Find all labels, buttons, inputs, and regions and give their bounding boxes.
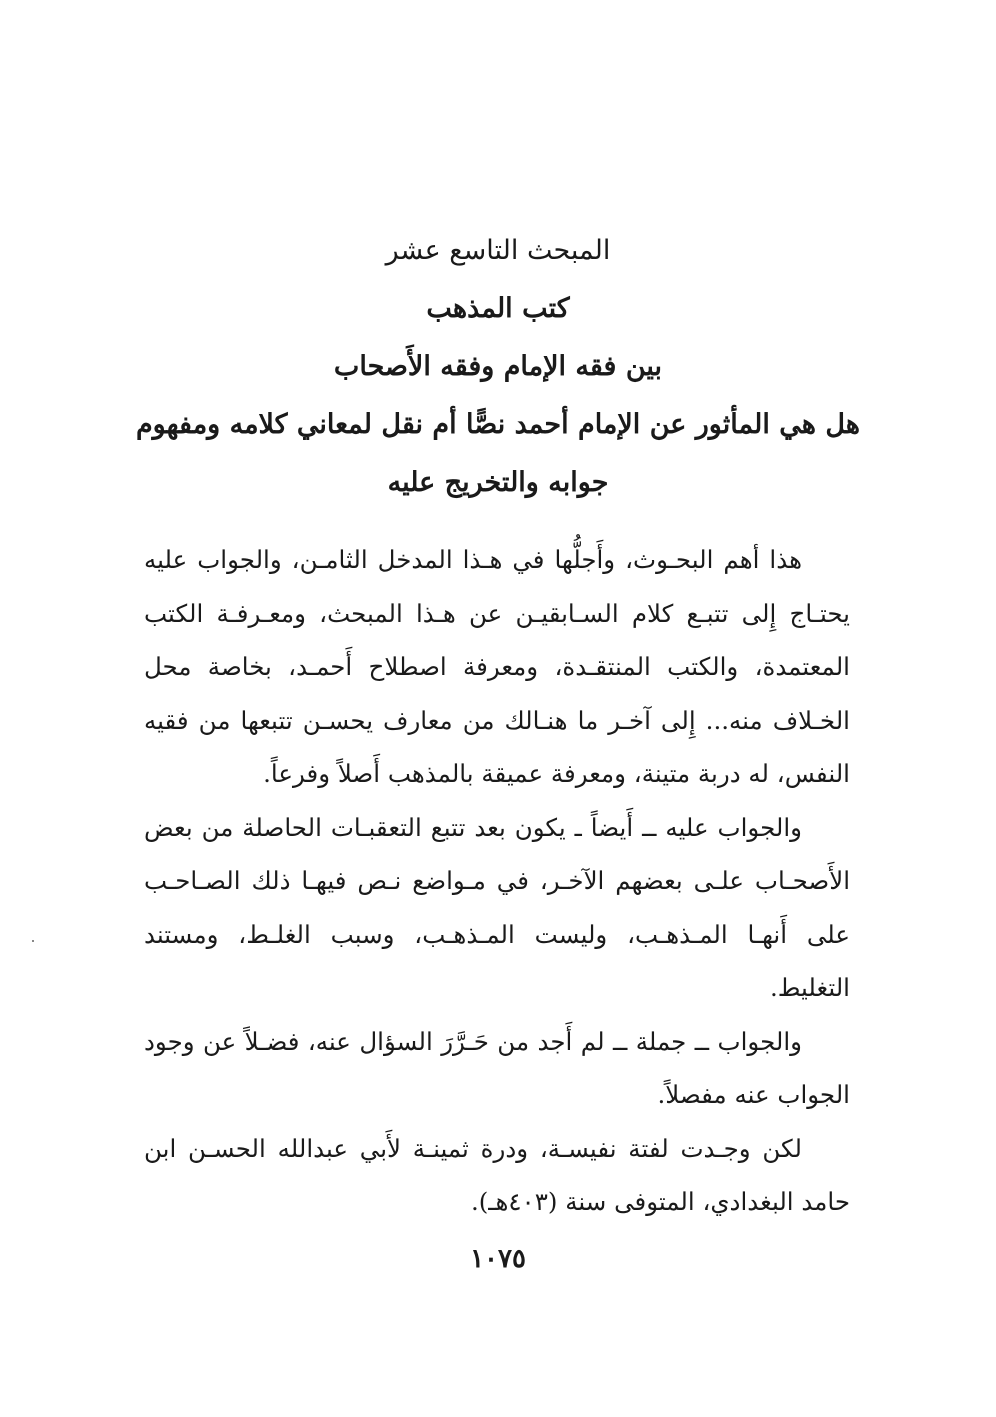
- body-text: [144, 533, 850, 1229]
- paragraph: والجواب عليه ــ أَيضاً ـ يكون بعد تتبع التعقبـات الحاصلة من بعض الأَصحـاب علـى بعضهم الآخـر، في مـواضع نـص فيهـا ذلك الصـاحـب على أَنهـا المـذهـب، وليست المـذهـب، وسبب الغلـط، ومستند التغليط.: [144, 812, 850, 1002]
- chapter-heading: [130, 222, 866, 512]
- chapter-number-title: المبحث التاسع عشر: [385, 235, 611, 266]
- chapter-question-line1: هل هي المأثور عن الإمام أحمد نصًّا أم نقل لمعاني كلامه ومفهوم: [135, 409, 861, 440]
- chapter-title: كتب المذهب: [426, 293, 570, 324]
- chapter-subtitle: بين فقه الإمام وفقه الأَصحاب: [333, 351, 663, 382]
- paragraph: لكن وجـدت لفتة نفيسـة، ودرة ثمينـة لأَبي عبدالله الحسـن ابن حامد البغدادي، المتوفى سنة (٤٠٣هـ).: [144, 1133, 850, 1216]
- paragraph: والجواب ــ جملة ــ لم أَجد من حَـرَّرَ السؤال عنه، فضـلاً عن وجود الجواب عنه مفصلاً.: [144, 1026, 850, 1109]
- paragraph: هذا أهم البحـوث، وأَجلُّها في هـذا المدخل الثامـن، والجواب عليه يحتـاج إِلى تتبـع كلام السـابقيـن عن هـذا المبحث، ومعـرفـة الكتب المعتمدة، والكتب المنتقـدة، ومعرفة اصطلاح أَحمـد، بخاصة محل الخـلاف منه... إِلى آخـر ما هنـالك من معارف يحسـن تتبعها من فقيه النفس، له دربة متينة، ومعرفة عميقة بالمذهب أَصلاً وفرعاً.: [144, 545, 850, 788]
- chapter-question-line2: جوابه والتخريج عليه: [387, 467, 609, 498]
- scan-speck: [32, 940, 34, 942]
- page-number: ١٠٧٥: [470, 1244, 526, 1274]
